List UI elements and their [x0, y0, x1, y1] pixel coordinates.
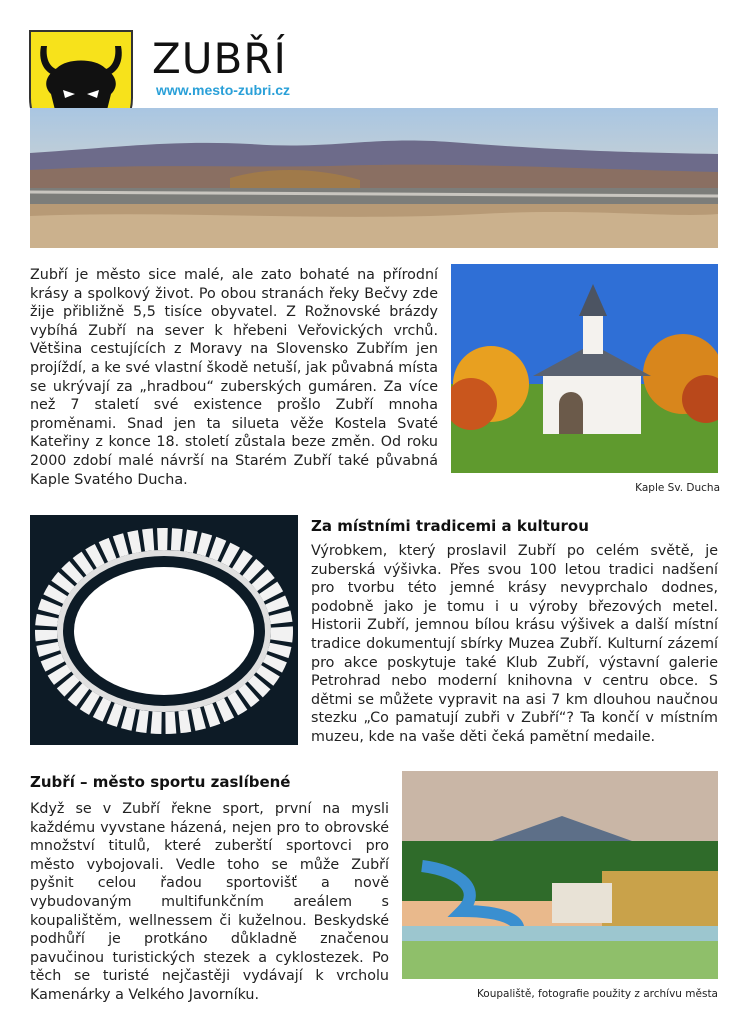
sport-paragraph: Když se v Zubří řekne sport, první na mysli každému vyvstane házená, nejen pro to obrovské množství titulů, které zuberští sportovci pro město vybojovali. Vedle toho se může Zubří pyšnit celou řadou sportovišť a nově vybudovaným multifunkčním areálem s koupalištěm, wellnessem či kuželnou. Beskydské podhůří je protkáno důkladně značenou pavučinou turistických stezek a cyklostezek. Po těch se turisté nejčastěji vydávají k vrcholu Kamenárky a Velkého Javorníku.	[30, 801, 389, 1003]
chapel-photo	[451, 264, 718, 473]
page-title: ZUBŘÍ	[152, 34, 287, 83]
traditions-paragraph: Výrobkem, který proslavil Zubří po celém světě, je zuberská výšivka. Přes svou 100 letou tradici nadšení pro tvorbu této jemné krásy nevyprchalo dodnes, podobně jako je tomu i u výroby březových metel. Historii Zubří, jemnou bílou krásu výšivek a další místní tradice dokumentují sbírky Muzea Zubří. Kulturní zázemí pro akce poskytuje také Klub Zubří, výstavní galerie Petrohrad nebo moderní knihovna v centru obce. S dětmi se můžete vypravit na asi 7 km dlouhou naučnou stezku „Co pamatují zubři v Zubří“? Ta končí v místním muzeu, kde na vaše děti čeká pamětní medaile.	[311, 543, 718, 745]
sport-heading: Zubří – město sportu zaslíbené	[30, 773, 291, 791]
pool-photo-caption: Koupaliště, fotografie použity z archívu města	[476, 988, 718, 1000]
town-panorama-photo	[30, 108, 718, 248]
intro-paragraph: Zubří je město sice malé, ale zato bohaté na přírodní krásy a spolkový život. Po obou stranách řeky Bečvy zde žije přibližně 5,5 tisíce obyvatel. Z Rožnovské brázdy vybíhá Zubří na sever k hřebeni Veřovických vrchů. Většina cestujících z Moravy na Slovensko Zubřím jen projíždí, a ke své vlastní škodě netuší, jak půvabná místa se ukrývají za „hradbou“ zuberských gumáren. Za více než 7 staletí své existence prošlo Zubří mnoha proměnami. Snad jen ta silueta věže Kostela Svaté Kateřiny z konce 18. století zůstala beze změn. Od roku 2000 zdobí malé návrší na Starém Zubří také půvabná Kaple Svatého Ducha.	[30, 267, 438, 488]
website-link[interactable]: www.mesto-zubri.cz	[156, 82, 291, 98]
chapel-photo-caption: Kaple Sv. Ducha	[635, 482, 720, 494]
traditions-heading: Za místními tradicemi a kulturou	[311, 517, 589, 535]
swimming-pool-photo	[402, 771, 718, 979]
embroidery-photo	[30, 515, 298, 745]
